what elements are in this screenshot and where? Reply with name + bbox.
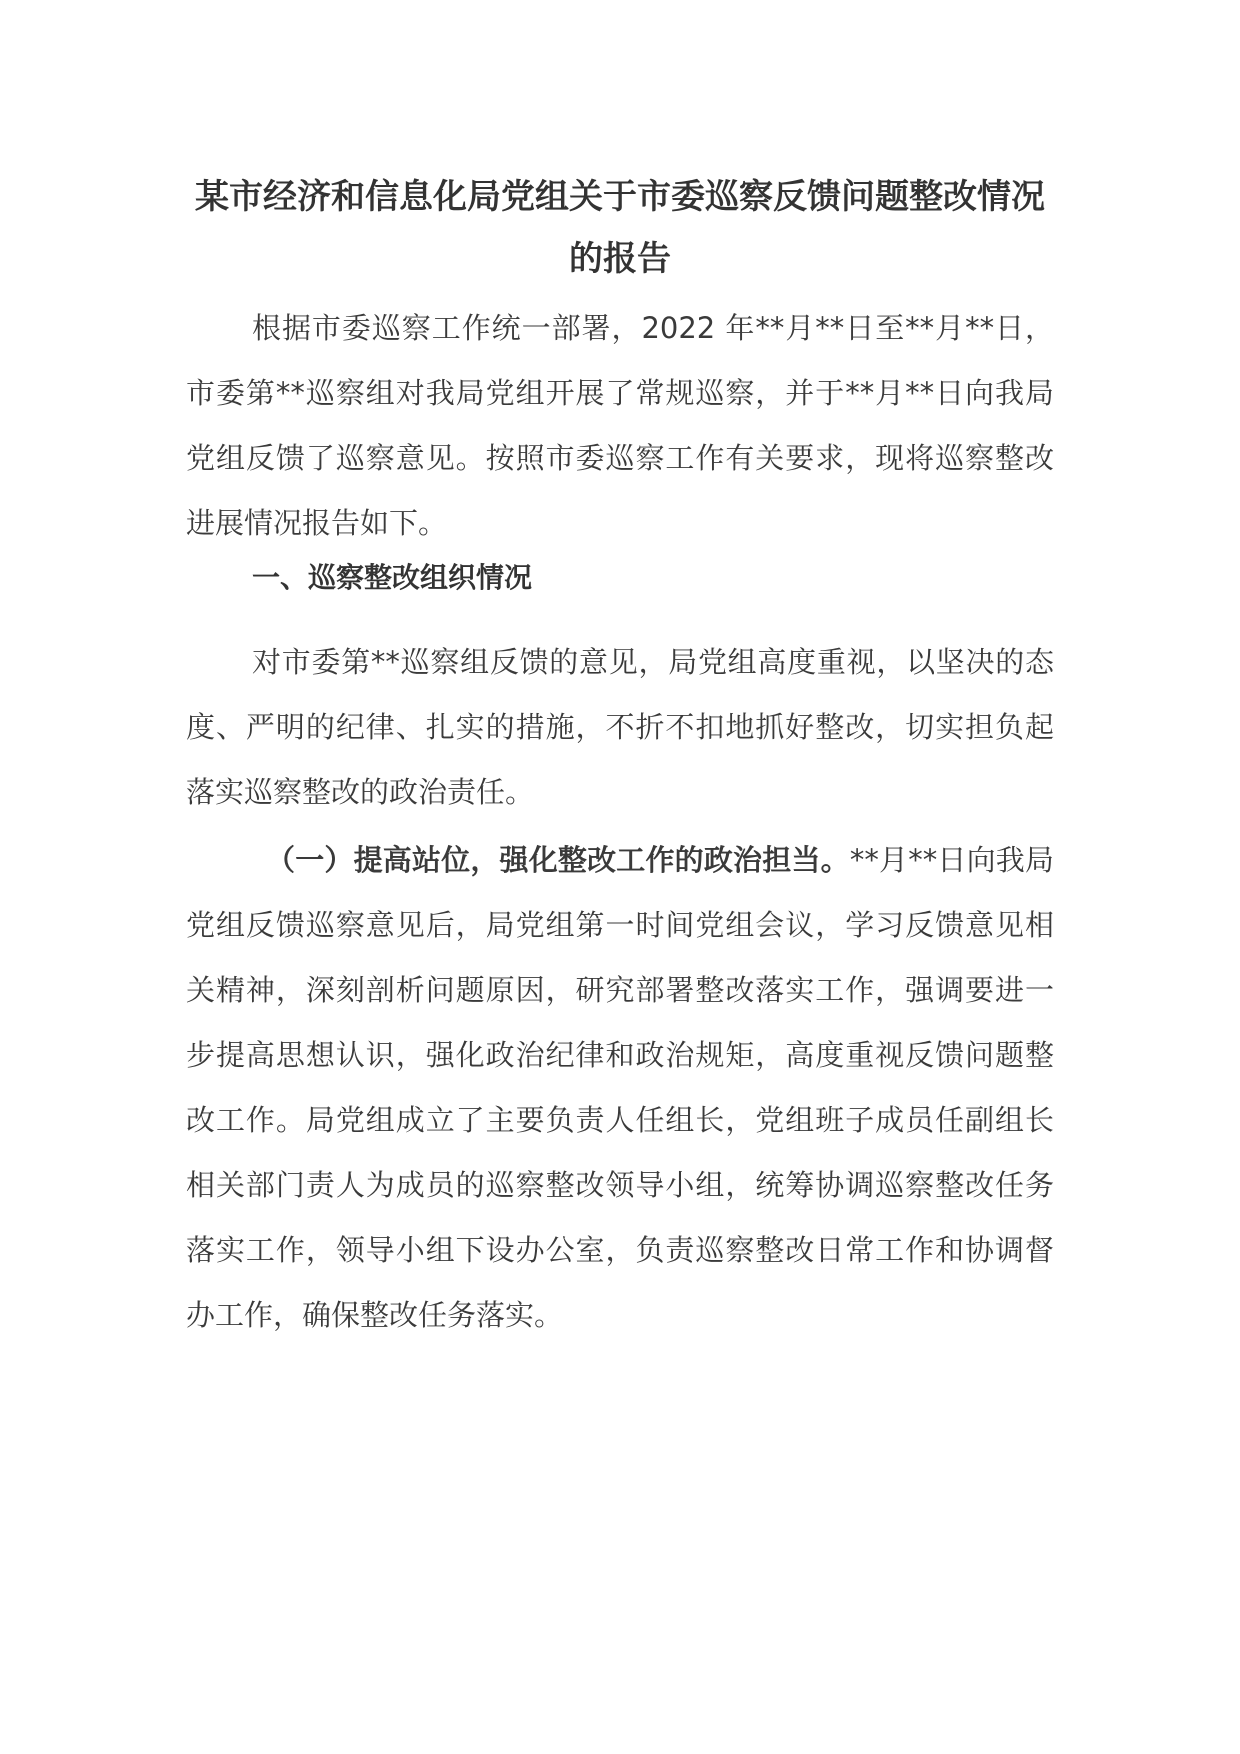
subsection-text: **月**日向我局党组反馈巡察意见后，局党组第一时间党组会议，学习反馈意见相关精神，深刻剖析问题原因，研究部署整改落实工作，强调要进一步提高思想认识，强化政治纪律和政治规矩，高度重视反馈问题整改工作。局党组成立了主要负责人任组长，党组班子成员任副组长相关部门责人为成员的巡察整改领导小组，统筹协调巡察整改任务落实工作，领导小组下设办公室，负责巡察整改日常工作和协调督办工作，确保整改任务落实。	[186, 843, 1054, 1332]
section-heading: 一、巡察整改组织情况	[252, 561, 533, 594]
document-title: 某市经济和信息化局党组关于市委巡察反馈问题整改情况的报告	[195, 177, 1045, 279]
section-paragraph: 对市委第**巡察组反馈的意见，局党组高度重视，以坚决的态度、严明的纪律、扎实的措施，不折不扣地抓好整改，切实担负起落实巡察整改的政治责任。	[186, 645, 1054, 809]
subsection-paragraph	[186, 828, 1054, 1348]
intro-paragraph: 根据市委巡察工作统一部署，2022 年**月**日至**月**日，市委第**巡察组对我局党组开展了常规巡察，并于**月**日向我局党组反馈了巡察意见。按照市委巡察工作有关要求，现将巡察整改进展情况报告如下。	[186, 311, 1054, 540]
subsection-lead: （一）提高站位，强化整改工作的政治担当。	[266, 843, 850, 877]
